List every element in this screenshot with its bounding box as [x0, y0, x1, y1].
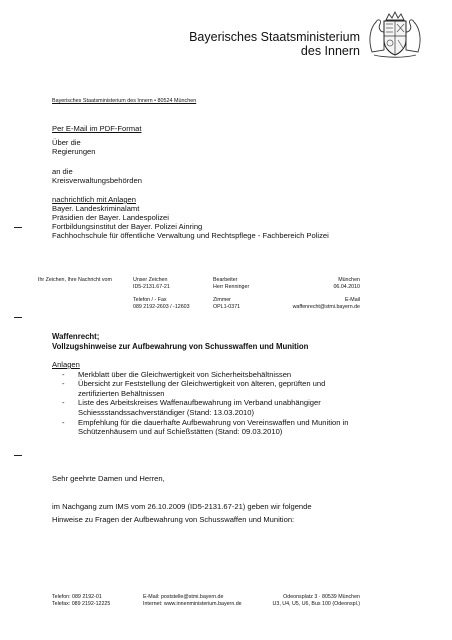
attachment-item: - Empfehlung für die dauerhafte Aufbewahrung von Vereinswaffen und Munition in Schützenhäusern und auf Schießstätten (Stand: 09.03.2010): [52, 418, 418, 437]
fold-mark: [14, 455, 22, 456]
our-reference-label: Unser Zeichen: [133, 277, 168, 283]
footer-street: Odeonsplatz 3 · 80539 München: [283, 594, 360, 600]
salutation: Sehr geehrte Damen und Herren,: [52, 474, 165, 483]
attachments-heading: Anlagen: [52, 360, 80, 369]
footer-online: [143, 594, 242, 608]
recipient-line: Kreisverwaltungsbehörden: [52, 176, 142, 185]
recipient-line: Über die: [52, 138, 81, 147]
fold-mark: [14, 227, 22, 228]
footer-address: [273, 594, 360, 608]
recipient-line: an die: [52, 167, 73, 176]
subject: [52, 332, 308, 352]
subject-line1: Waffenrecht;: [52, 332, 100, 341]
ministry-name-line2: des Innern: [300, 44, 360, 58]
room-label: Zimmer: [213, 297, 231, 303]
ministry-name-line1: Bayerisches Staatsministerium: [189, 30, 360, 44]
footer-fax: Telefax: 089 2192-12225: [52, 601, 111, 608]
your-reference-label: Ihr Zeichen, Ihre Nachricht vom: [38, 277, 112, 283]
cc-heading: nachrichtlich mit Anlagen: [52, 195, 136, 204]
place-label: München: [338, 277, 360, 283]
bullet: -: [62, 417, 65, 427]
phone-value: 089 2192-2603 / -12603: [133, 304, 190, 310]
attachment-item: - Liste des Arbeitskreises Waffenaufbewahrung im Verband unabhängiger Schiessstandssachverständiger (Stand: 13.03.2010): [52, 398, 418, 417]
attachments-list: [52, 360, 418, 437]
clerk-value: Herr Renninger: [213, 284, 250, 290]
our-reference-value: ID5-2131.67-21: [133, 284, 170, 290]
paragraph-line: im Nachgang zum IMS vom 26.10.2009 (ID5-2131.67-21) geben wir folgende: [52, 502, 312, 511]
attachment-item: - Übersicht zur Feststellung der Gleichwertigkeit von älteren, geprüften und zertifizierten Behältnissen: [52, 379, 418, 398]
recipient-line: Regierungen: [52, 147, 96, 156]
subject-line2: Vollzugshinweise zur Aufbewahrung von Schusswaffen und Munition: [52, 342, 309, 351]
room-value: OPL1-0371: [213, 304, 241, 310]
cc-recipient: Fachhochschule für öffentliche Verwaltung und Rechtspflege - Fachbereich Polizei: [52, 231, 329, 240]
bavarian-coat-of-arms-icon: [366, 10, 424, 60]
email-label: E-Mail: [344, 297, 360, 303]
footer-email: E-Mail: poststelle@stmi.bayern.de: [143, 594, 224, 600]
attachment-item: - Merkblatt über die Gleichwertigkeit von Sicherheitsbehältnissen: [52, 370, 418, 380]
bullet: -: [62, 398, 65, 408]
sender-address-line: Bayerisches Staatsministerium des Innern • 80524 München: [52, 98, 197, 104]
cc-recipient: Fortbildungsinstitut der Bayer. Polizei Ainring: [52, 222, 203, 231]
fold-mark: [14, 317, 22, 318]
clerk-label: Bearbeiter: [213, 277, 238, 283]
paragraph-line: Hinweise zu Fragen der Aufbewahrung von Schusswaffen und Munition:: [52, 515, 295, 524]
delivery-method: Per E-Mail im PDF-Format: [52, 124, 142, 133]
footer-phone: Telefon: 089 2192-01: [52, 594, 102, 600]
footer-contact: [52, 594, 110, 608]
letter-date: 06.04.2010: [333, 284, 360, 290]
footer-transit: U3, U4, U5, U6, Bus 100 (Odeonspl.): [272, 601, 360, 608]
phone-label: Telefon / - Fax: [133, 297, 167, 303]
footer-internet: Internet: www.innenministerium.bayern.de: [143, 601, 242, 608]
cc-recipient: Präsidien der Bayer. Landespolizei: [52, 213, 169, 222]
email-value: waffenrecht@stmi.bayern.de: [292, 304, 360, 310]
bullet: -: [62, 379, 65, 389]
bullet: -: [62, 369, 65, 379]
cc-recipient: Bayer. Landeskriminalamt: [52, 204, 140, 213]
